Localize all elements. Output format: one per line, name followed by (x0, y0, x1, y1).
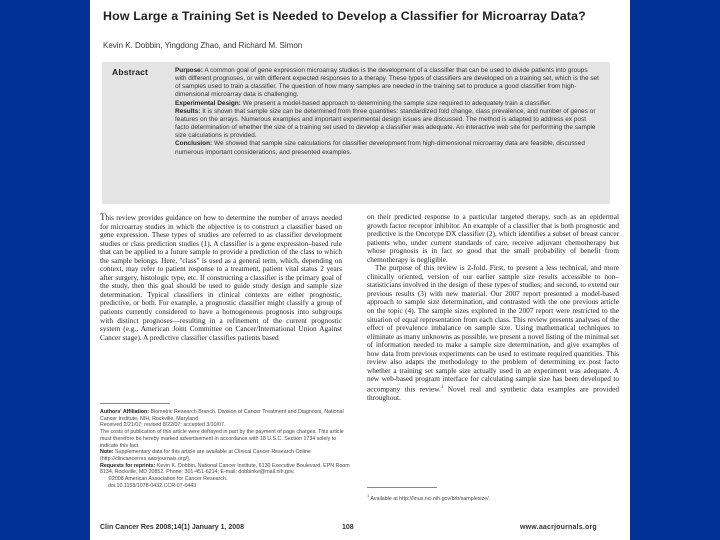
abstract-purpose-label: Purpose: (175, 67, 203, 74)
affiliation-block (100, 409, 350, 489)
right-blue-bar (630, 0, 720, 540)
right-paragraph-2 (367, 264, 619, 402)
dropcap-letter: T (100, 212, 106, 222)
journal-url[interactable]: www.aacrjournals.org (520, 524, 597, 531)
footnote-divider (367, 487, 437, 488)
publication-costs: The costs of publication of this article were defrayed in part by the payment of page charges. This article must therefore be hereby marked advertisement in accordance with 18 U.S.C. Section 1734 solely to indicate this fact. (100, 429, 344, 449)
copyright: ©2008 American Association for Cancer Research. (108, 476, 228, 483)
footnote (367, 493, 490, 502)
body-right-column (367, 213, 619, 402)
reprints-label: Requests for reprints: (100, 462, 156, 469)
doi: doi:10.1158/1078-0432.CCR-07-0443 (108, 482, 197, 489)
abstract-conclusion-label: Conclusion: (175, 140, 213, 148)
footnote-ref[interactable]: 1 (440, 384, 444, 390)
reprints-text: Kevin K. Dobbin, National Cancer Institute, 6130 Executive Boulevard, EPN Room 8134, Rockville, MD 20852. Phone: 301-451-6214; E-mail: dobbinke@mail.nih.gov. (100, 462, 350, 476)
received-dates: Received 2/21/07; revised 8/22/07; accepted 3/10/07. (100, 422, 226, 429)
abstract-results-label: Results: (175, 107, 201, 115)
right-paragraph-2-text: The purpose of this review is 2-fold. First, to present a less technical, and more clinically oriented, version of our earlier sample size results accessible to non–statisticians involved in the design of these types of studies; and second, to extend our previous results (3) with new material. Our 2007 report presented a model-based approach to sample size determination, and contrasted with the one previous article on the topic (4). The sample sizes explored in the 2007 report were restricted to the situation of equal representation from each class. This review presents analyses of the effect of prevalence imbalance on sample size. Using mathematical techniques to eliminate as many unknowns as possible, we present a novel listing of the minimal set of information needed to make a sample size determination, and give examples of how data from previous experiments can be used to estimate required quantities. This review also adapts the methodology to the problem of determining ex post facto whether a training set sample size actually used in an experiment was adequate. A new web-based program interface for calculating sample size has been developed to accompany this review. (367, 263, 619, 394)
right-paragraph-1: on their predicted response to a particular targeted therapy, such as an epidermal growth factor receptor inhibitor. An example of a classifier that is both prognostic and predictive is the Oncotype DX classifier (2), which identifies a subset of breast cancer patients who, under current standards of care, receive adjuvant chemotherapy but whose prognosis is in fact so good that the small probability of benefit from chemotherapy is negligible. (367, 212, 619, 264)
footnote-marker: 1 (367, 493, 370, 498)
abstract-text (175, 67, 600, 157)
abstract-design-label: Experimental Design: (175, 99, 241, 107)
abstract-purpose-text: A common goal of gene expression microarray studies is the development of a classifier that can be used to divide patients into groups with different prognoses, or with different expected responses to a therapy. These types of classifiers are developed on a training set, which is the set of samples used to train a classifier. The question of how many samples are needed in the training set to produce a good classifier from high-dimensional microarray data is challenging. (175, 67, 599, 99)
footnote-text: Available at http://linus.nci.nih.gov/brb/samplesize/. (369, 495, 491, 502)
abstract-box (102, 62, 610, 204)
paper-page (90, 0, 630, 540)
affiliation-divider (100, 403, 170, 404)
body-left-column (100, 213, 342, 342)
note-label: Note: (100, 449, 114, 456)
abstract-label: Abstract (112, 67, 149, 77)
authors-affiliation-text: Biometric Research Branch, Division of Cancer Treatment and Diagnosis, National Cancer Institute, NIH, Rockville, Maryland (100, 409, 344, 422)
article-authors: Kevin K. Dobbin, Yingdong Zhao, and Richard M. Simon (103, 41, 303, 50)
right-paragraph-2-end: Novel real and synthetic data examples are provided throughout. (367, 384, 620, 402)
authors-affiliation-label: Authors' Affiliation: (100, 409, 150, 415)
intro-text: his review provides guidance on how to determine the number of arrays needed for microarray studies in which the objective is to construct a classifier based on gene expression. These types of studies are referred to as classifier development studies or class prediction studies (1). A classifier is a gene expression–based rule that can be applied to a future sample to provide a prediction of the class to which the sample belongs. Here, "class" is used as a general term, which, depending on context, may refer to patient response to a treatment, patient vital status 2 years after surgery, histologic type, etc. If constructing a classifier is the primary goal of the study, then this goal should be used to guide study design and sample size determination. Typical classifiers in clinical contexts are either prognostic, predictive, or both. For example, a prognostic classifier might classify a group of patients currently considered to have a homogeneous prognosis into subgroups with distinct prognoses—resulting in a refinement of the current prognostic system (e.g., American Joint Committee on Cancer/International Union Against Cancer stage). A predictive classifier classifies patients based (100, 213, 342, 342)
article-title: How Large a Training Set is Needed to Develop a Classifier for Microarray Data? (103, 9, 586, 23)
intro-paragraph (100, 213, 342, 342)
page-number: 108 (342, 524, 354, 531)
abstract-conclusion-text: We showed that sample size calculations for classifier development from high-dimensional microarray data are feasible, discussed numerous important considerations, and presented examples. (175, 140, 585, 156)
abstract-results-text: It is shown that sample size can be determined from three quantities: standardized fold change, class prevalence, and number of genes or features on the arrays. Numerous examples and important experimental design issues are discussed. The method is adapted to address ex post facto determination of whether the size of a training set used to develop a classifier was adequate. An interactive web site for performing the sample size calculations is provided. (175, 107, 596, 140)
journal-citation: Clin Cancer Res 2008;14(1) January 1, 2008 (100, 524, 244, 531)
left-blue-bar (0, 0, 90, 540)
abstract-design-text: We present a model-based approach to determining the sample size required to adequately train a classifier. (240, 99, 552, 107)
note-text: Supplementary data for this article are available at Clinical Cancer Research Online (http://clincancerres.aacrjournals.org/). (100, 449, 311, 462)
